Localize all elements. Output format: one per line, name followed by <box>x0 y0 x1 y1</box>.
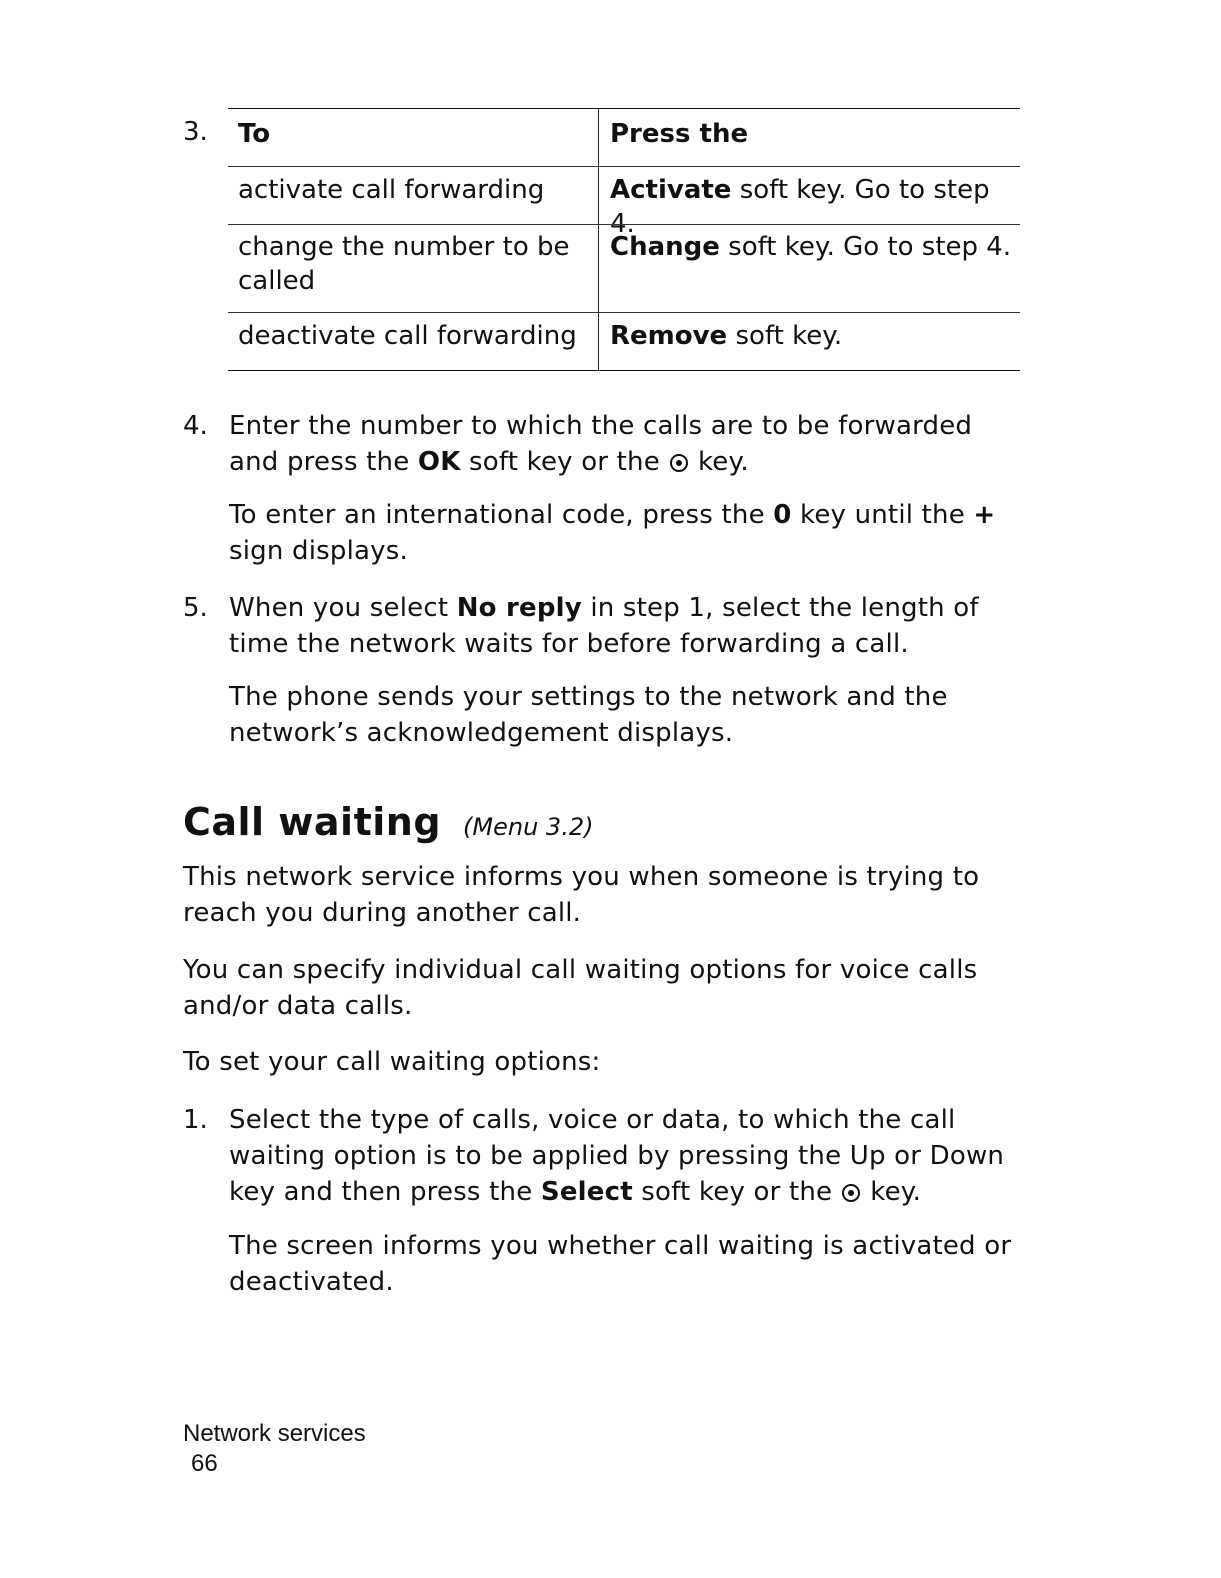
step-4-line <box>229 444 1029 480</box>
table-header-press-the: Press the <box>610 119 749 149</box>
text-run: To enter an international code, press the <box>229 500 774 530</box>
center-key-icon <box>842 1184 860 1202</box>
step-4-line: Enter the number to which the calls are to be forwarded <box>229 411 973 441</box>
step-5-text <box>229 590 1029 662</box>
text-run: in step 1, select the length of <box>581 593 979 623</box>
step-line: waiting option is to be applied by pressing the Up or Down <box>229 1141 1005 1171</box>
zero-key-label: 0 <box>773 500 792 530</box>
cw-step-1-number: 1. <box>183 1105 208 1135</box>
text-run: key. <box>697 447 749 477</box>
section-paragraph: To set your call waiting options: <box>183 1047 601 1077</box>
footer-section-name: Network services <box>183 1420 366 1447</box>
cw-step-1-text <box>229 1102 1039 1210</box>
table-row-to: change the number to be called <box>238 232 570 296</box>
paragraph-line: You can specify individual call waiting options for voice calls <box>183 955 978 985</box>
text-run: key until the <box>791 500 974 530</box>
table-row-press <box>610 319 842 353</box>
section-paragraph <box>183 952 1033 1024</box>
center-key-icon <box>670 454 688 472</box>
section-title <box>183 800 593 849</box>
paragraph-line: reach you during another call. <box>183 898 582 928</box>
note-line: deactivated. <box>229 1267 394 1297</box>
footer-page-number: 66 <box>191 1450 218 1477</box>
step-line <box>229 1174 1039 1210</box>
table-bottom-rule <box>228 370 1020 371</box>
table-header-to: To <box>238 119 271 149</box>
text-run: soft key or the <box>460 447 660 477</box>
text-run: soft key or the <box>632 1177 833 1207</box>
note-line: network’s acknowledgement displays. <box>229 718 734 748</box>
text-run: and press the <box>229 447 418 477</box>
no-reply-option: No reply <box>456 593 582 623</box>
table-column-divider <box>598 108 599 370</box>
table-row-to: activate call forwarding <box>238 175 545 205</box>
step-3-number: 3. <box>183 117 208 147</box>
table-row-press <box>610 230 1011 264</box>
step-5-line <box>229 590 1029 626</box>
ok-soft-key-label: OK <box>417 447 461 477</box>
table-row-rule <box>228 224 1020 225</box>
table-row-to: deactivate call forwarding <box>238 321 577 351</box>
step-line: Select the type of calls, voice or data, to which the call <box>229 1105 956 1135</box>
step-4-number: 4. <box>183 411 208 441</box>
table-top-rule <box>228 108 1020 109</box>
select-soft-key-label: Select <box>540 1177 633 1207</box>
cw-step-1-note <box>229 1228 1039 1300</box>
press-instruction: soft key. Go to step 4. <box>610 175 990 239</box>
press-instruction: soft key. Go to step 4. <box>719 232 1012 262</box>
text-run: When you select <box>229 593 457 623</box>
note-line: sign displays. <box>229 536 408 566</box>
plus-sign: + <box>973 500 996 530</box>
text-run: key. <box>870 1177 922 1207</box>
soft-key-name: Change <box>610 232 720 262</box>
text-run: key and then press the <box>229 1177 541 1207</box>
note-line: The phone sends your settings to the network and the <box>229 682 948 712</box>
table-header-rule <box>228 166 1020 167</box>
press-instruction: soft key. <box>727 321 843 351</box>
menu-reference: (Menu 3.2) <box>463 813 594 841</box>
paragraph-line: This network service informs you when someone is trying to <box>183 862 980 892</box>
step-4-text <box>229 408 1029 480</box>
note-line <box>229 497 1029 533</box>
call-forwarding-options-table <box>228 108 1020 372</box>
step-5-number: 5. <box>183 593 208 623</box>
soft-key-name: Remove <box>610 321 728 351</box>
soft-key-name: Activate <box>610 175 732 205</box>
section-paragraph <box>183 859 1033 931</box>
step-5-note <box>229 679 1029 751</box>
note-line: The screen informs you whether call waiting is activated or <box>229 1231 1012 1261</box>
table-row-rule <box>228 312 1020 313</box>
step-4-note <box>229 497 1029 569</box>
section-title-text: Call waiting <box>183 800 442 844</box>
step-5-line: time the network waits for before forwarding a call. <box>229 629 909 659</box>
paragraph-line: and/or data calls. <box>183 991 413 1021</box>
